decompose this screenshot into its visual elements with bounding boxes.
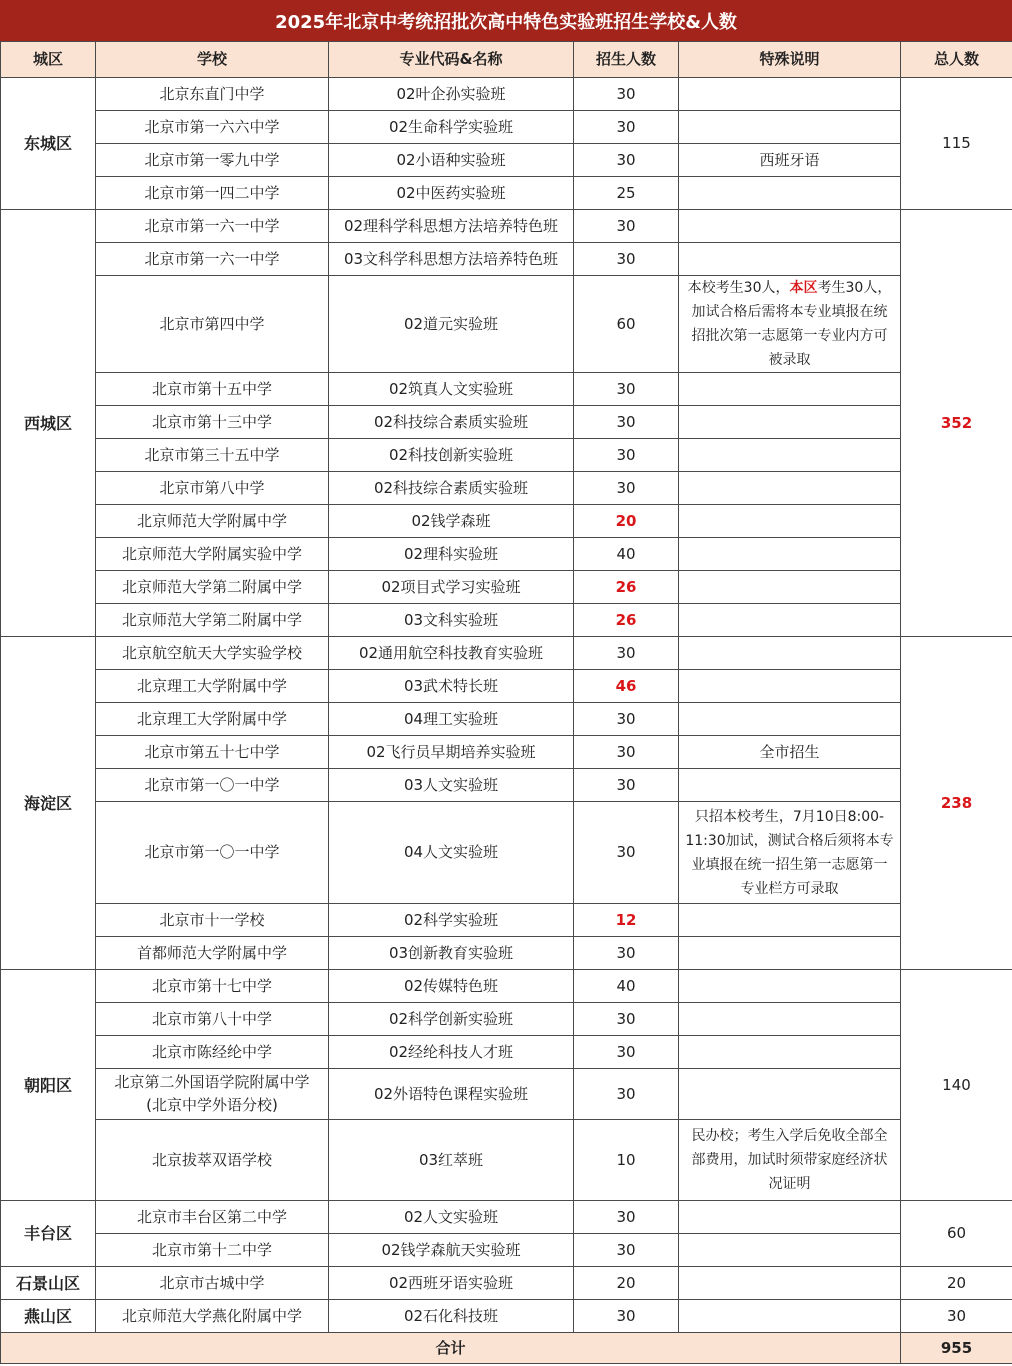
program-cell: 02小语种实验班: [329, 144, 574, 177]
note-cell: [679, 769, 901, 802]
table-row: [1, 210, 1012, 243]
enroll-cell: 30: [574, 637, 679, 670]
program-cell: 03文科学科思想方法培养特色班: [329, 243, 574, 276]
note-cell: [679, 538, 901, 571]
school-cell: 北京市第八十中学: [96, 1003, 329, 1036]
school-name-line: 北京第二外国语学院附属中学: [114, 1073, 310, 1091]
page-title: 2025年北京中考统招批次高中特色实验班招生学校&人数: [0, 0, 1012, 41]
note-text: 本校考生30人，: [687, 280, 790, 296]
header-note: 特殊说明: [679, 42, 901, 78]
enroll-cell: 30: [574, 373, 679, 406]
enroll-cell: 30: [574, 1003, 679, 1036]
school-cell: 首都师范大学附属中学: [96, 937, 329, 970]
note-cell: [679, 1036, 901, 1069]
table-row: [1, 177, 1012, 210]
school-cell: 北京市第四中学: [96, 276, 329, 373]
note-cell: [679, 1267, 901, 1300]
total-fengtai: 60: [901, 1201, 1012, 1267]
table-row: [1, 637, 1012, 670]
program-cell: 03人文实验班: [329, 769, 574, 802]
enroll-cell: 40: [574, 538, 679, 571]
enroll-cell: 30: [574, 802, 679, 904]
school-cell: 北京师范大学附属中学: [96, 505, 329, 538]
school-cell: 北京市第一六一中学: [96, 243, 329, 276]
school-cell: 北京市第一六六中学: [96, 111, 329, 144]
table-row: [1, 802, 1012, 904]
school-cell: 北京市第十七中学: [96, 970, 329, 1003]
enroll-cell: 30: [574, 703, 679, 736]
school-cell: 北京师范大学燕化附属中学: [96, 1300, 329, 1333]
note-cell: [679, 1201, 901, 1234]
table-row: [1, 1201, 1012, 1234]
program-cell: 02通用航空科技教育实验班: [329, 637, 574, 670]
program-cell: 02经纶科技人才班: [329, 1036, 574, 1069]
enroll-cell: 30: [574, 1300, 679, 1333]
program-cell: 02钱学森航天实验班: [329, 1234, 574, 1267]
school-cell: 北京市陈经纶中学: [96, 1036, 329, 1069]
table-row: [1, 937, 1012, 970]
grand-total: 955: [901, 1333, 1012, 1364]
program-cell: 02筑真人文实验班: [329, 373, 574, 406]
program-cell: 02理科实验班: [329, 538, 574, 571]
enroll-cell: 30: [574, 210, 679, 243]
program-cell: 02人文实验班: [329, 1201, 574, 1234]
note-cell: 西班牙语: [679, 144, 901, 177]
enroll-cell: 30: [574, 1069, 679, 1120]
note-cell: [679, 904, 901, 937]
table-row: [1, 406, 1012, 439]
program-cell: 03红萃班: [329, 1120, 574, 1201]
total-chaoyang: 140: [901, 970, 1012, 1201]
program-cell: 03武术特长班: [329, 670, 574, 703]
enroll-cell: 30: [574, 1036, 679, 1069]
table-row: [1, 703, 1012, 736]
table-row: [1, 439, 1012, 472]
district-xicheng: 西城区: [1, 210, 96, 637]
program-cell: 02飞行员早期培养实验班: [329, 736, 574, 769]
school-cell: 北京市第三十五中学: [96, 439, 329, 472]
school-cell: 北京拔萃双语学校: [96, 1120, 329, 1201]
header-row: [1, 42, 1012, 78]
note-cell: [679, 1234, 901, 1267]
school-cell: 北京市第一六一中学: [96, 210, 329, 243]
note-cell: [679, 505, 901, 538]
table-row: [1, 1120, 1012, 1201]
school-name-line: (北京中学外语分校): [146, 1096, 278, 1114]
enroll-cell: 30: [574, 937, 679, 970]
note-cell: 只招本校考生，7月10日8:00-11:30加试，测试合格后须将本专业填报在统一招生第一志愿第一专业栏方可录取: [679, 802, 901, 904]
total-yanshan: 30: [901, 1300, 1012, 1333]
school-cell: 北京市第一零九中学: [96, 144, 329, 177]
school-cell: 北京市第十五中学: [96, 373, 329, 406]
header-enroll: 招生人数: [574, 42, 679, 78]
table-row: [1, 1267, 1012, 1300]
table-row: [1, 505, 1012, 538]
school-cell: 北京市第十三中学: [96, 406, 329, 439]
enroll-cell: 46: [574, 670, 679, 703]
table-row: [1, 1069, 1012, 1120]
header-total: 总人数: [901, 42, 1012, 78]
total-dongcheng: 115: [901, 78, 1012, 210]
program-cell: 02生命科学实验班: [329, 111, 574, 144]
note-cell: [679, 243, 901, 276]
enroll-cell: 25: [574, 177, 679, 210]
total-xicheng: 352: [901, 210, 1012, 637]
district-haidian: 海淀区: [1, 637, 96, 970]
enroll-cell: 30: [574, 1234, 679, 1267]
note-cell: [679, 276, 901, 373]
table-row: [1, 538, 1012, 571]
program-cell: 02传媒特色班: [329, 970, 574, 1003]
school-cell: 北京市十一学校: [96, 904, 329, 937]
note-cell: [679, 472, 901, 505]
school-cell: 北京市第八中学: [96, 472, 329, 505]
table-row: [1, 1036, 1012, 1069]
district-dongcheng: 东城区: [1, 78, 96, 210]
program-cell: 03文科实验班: [329, 604, 574, 637]
note-cell: [679, 703, 901, 736]
enroll-cell: 12: [574, 904, 679, 937]
school-cell: 北京市第一〇一中学: [96, 802, 329, 904]
enroll-cell: 30: [574, 111, 679, 144]
table-row: [1, 1300, 1012, 1333]
note-cell: [679, 1300, 901, 1333]
note-cell: [679, 78, 901, 111]
program-cell: 02科学实验班: [329, 904, 574, 937]
program-cell: 02道元实验班: [329, 276, 574, 373]
program-cell: 02科学创新实验班: [329, 1003, 574, 1036]
program-cell: 03创新教育实验班: [329, 937, 574, 970]
header-program: 专业代码&名称: [329, 42, 574, 78]
note-cell: [679, 637, 901, 670]
enroll-cell: 20: [574, 1267, 679, 1300]
school-cell: 北京师范大学附属实验中学: [96, 538, 329, 571]
enroll-cell: 40: [574, 970, 679, 1003]
enroll-cell: 30: [574, 1201, 679, 1234]
note-cell: [679, 571, 901, 604]
program-cell: 02科技创新实验班: [329, 439, 574, 472]
enroll-cell: 30: [574, 243, 679, 276]
table-row: [1, 670, 1012, 703]
table-row: [1, 243, 1012, 276]
note-cell: [679, 210, 901, 243]
note-cell: [679, 670, 901, 703]
program-cell: 04理工实验班: [329, 703, 574, 736]
enroll-cell: 30: [574, 439, 679, 472]
program-cell: 02叶企孙实验班: [329, 78, 574, 111]
table-row: [1, 970, 1012, 1003]
table-row: [1, 472, 1012, 505]
district-chaoyang: 朝阳区: [1, 970, 96, 1201]
program-cell: 02中医药实验班: [329, 177, 574, 210]
program-cell: 02项目式学习实验班: [329, 571, 574, 604]
program-cell: 02外语特色课程实验班: [329, 1069, 574, 1120]
enroll-cell: 30: [574, 144, 679, 177]
total-row: [1, 1333, 1012, 1364]
enroll-cell: 60: [574, 276, 679, 373]
school-cell: 北京市古城中学: [96, 1267, 329, 1300]
program-cell: 02石化科技班: [329, 1300, 574, 1333]
total-label: 合计: [1, 1333, 901, 1364]
enrollment-table: [0, 41, 1012, 1364]
school-cell: 北京师范大学第二附属中学: [96, 571, 329, 604]
enroll-cell: 30: [574, 472, 679, 505]
school-cell: 北京理工大学附属中学: [96, 670, 329, 703]
note-cell: [679, 1003, 901, 1036]
school-cell: 北京市丰台区第二中学: [96, 1201, 329, 1234]
enroll-cell: 10: [574, 1120, 679, 1201]
note-cell: [679, 604, 901, 637]
school-cell: 北京东直门中学: [96, 78, 329, 111]
enroll-cell: 30: [574, 406, 679, 439]
table-row: [1, 111, 1012, 144]
program-cell: 02西班牙语实验班: [329, 1267, 574, 1300]
school-cell: 北京市第十二中学: [96, 1234, 329, 1267]
table-row: [1, 736, 1012, 769]
table-row: [1, 373, 1012, 406]
note-cell: [679, 1069, 901, 1120]
enroll-cell: 30: [574, 78, 679, 111]
table-row: [1, 144, 1012, 177]
table-row: [1, 1003, 1012, 1036]
program-cell: 02科技综合素质实验班: [329, 472, 574, 505]
table-row: [1, 1234, 1012, 1267]
note-cell: 全市招生: [679, 736, 901, 769]
enroll-cell: 26: [574, 571, 679, 604]
table-row: [1, 571, 1012, 604]
school-cell: [96, 1069, 329, 1120]
table-row: [1, 604, 1012, 637]
enroll-cell: 26: [574, 604, 679, 637]
note-cell: [679, 970, 901, 1003]
table-row: [1, 769, 1012, 802]
enroll-cell: 30: [574, 769, 679, 802]
total-haidian: 238: [901, 637, 1012, 970]
program-cell: 04人文实验班: [329, 802, 574, 904]
note-cell: [679, 373, 901, 406]
table-row: [1, 276, 1012, 373]
note-cell: [679, 937, 901, 970]
note-text: 考生30人，加试合格后需将本专业填报在统招批次第一志愿第一专业内方可被录取: [691, 280, 892, 368]
table-row: [1, 78, 1012, 111]
total-shijingshan: 20: [901, 1267, 1012, 1300]
note-cell: [679, 177, 901, 210]
school-cell: 北京市第五十七中学: [96, 736, 329, 769]
note-highlight: 本区: [789, 280, 818, 296]
program-cell: 02理科学科思想方法培养特色班: [329, 210, 574, 243]
enroll-cell: 30: [574, 736, 679, 769]
note-cell: [679, 406, 901, 439]
program-cell: 02钱学森班: [329, 505, 574, 538]
school-cell: 北京理工大学附属中学: [96, 703, 329, 736]
school-cell: 北京市第一四二中学: [96, 177, 329, 210]
school-cell: 北京市第一〇一中学: [96, 769, 329, 802]
table-row: [1, 904, 1012, 937]
district-fengtai: 丰台区: [1, 1201, 96, 1267]
note-cell: [679, 439, 901, 472]
header-district: 城区: [1, 42, 96, 78]
district-yanshan: 燕山区: [1, 1300, 96, 1333]
school-cell: 北京师范大学第二附属中学: [96, 604, 329, 637]
program-cell: 02科技综合素质实验班: [329, 406, 574, 439]
note-cell: 民办校；考生入学后免收全部全部费用，加试时须带家庭经济状况证明: [679, 1120, 901, 1201]
header-school: 学校: [96, 42, 329, 78]
note-cell: [679, 111, 901, 144]
school-cell: 北京航空航天大学实验学校: [96, 637, 329, 670]
enroll-cell: 20: [574, 505, 679, 538]
district-shijingshan: 石景山区: [1, 1267, 96, 1300]
